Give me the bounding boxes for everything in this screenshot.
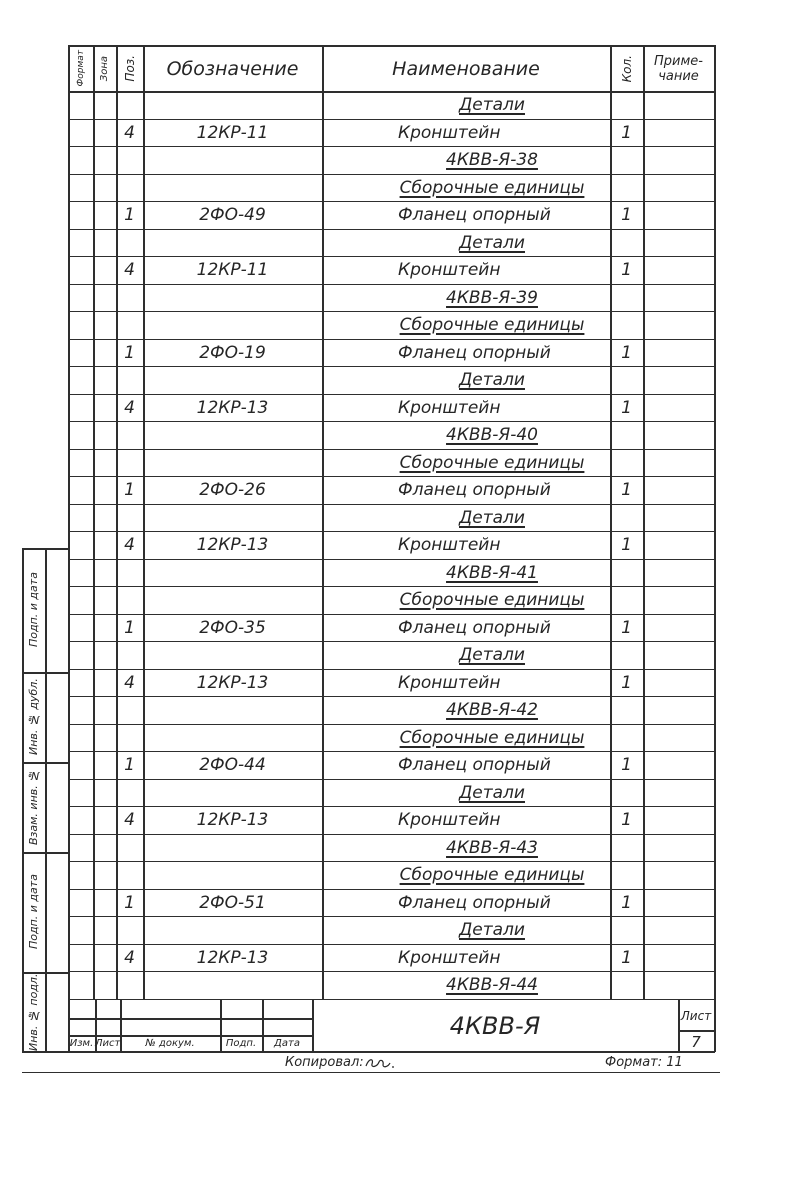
row-name: Фланец опорный: [398, 342, 551, 363]
row-name: Кронштейн: [398, 260, 501, 280]
row-qty: 1: [621, 617, 632, 638]
row-qty: 1: [621, 480, 632, 500]
row-designation: 12КР-13: [196, 535, 269, 555]
row-name: 4КВВ-Я-39: [446, 287, 538, 308]
row-designation: 2ФО-35: [199, 617, 266, 638]
spec-heading-row: [68, 92, 714, 120]
sheet-number: [678, 1031, 714, 1052]
row-name: Сборочные единицы: [399, 865, 585, 885]
title-block-col-signature: Подп.: [225, 1038, 257, 1049]
row-name: Кронштейн: [398, 672, 501, 693]
margin-label-signature-date-2: Подп. и дата: [27, 874, 40, 950]
spec-item-row: [68, 395, 714, 423]
spec-heading-row: [68, 505, 714, 533]
row-name: Сборочные единицы: [399, 177, 585, 198]
row-designation: 12КР-13: [196, 672, 269, 693]
spec-item-row: [68, 257, 714, 285]
row-name: Кронштейн: [398, 810, 501, 830]
row-name: Кронштейн: [398, 947, 501, 968]
row-name: 4КВВ-Я-43: [446, 837, 538, 858]
spec-item-row: [68, 202, 714, 230]
header-name-label: Наименование: [392, 57, 540, 80]
spec-item-row: [68, 752, 714, 780]
row-designation: 2ФО-49: [199, 205, 266, 225]
spec-heading-row: [68, 312, 714, 340]
row-pos: 4: [124, 397, 135, 418]
row-qty: 1: [621, 342, 632, 363]
row-pos: 4: [124, 810, 135, 830]
row-name: Сборочные единицы: [399, 452, 585, 473]
row-pos: 4: [124, 535, 135, 555]
row-designation: 2ФО-26: [199, 480, 266, 500]
spec-item-row: [68, 615, 714, 643]
row-pos: 1: [124, 892, 135, 913]
spec-heading-row: [68, 285, 714, 313]
row-pos: 1: [124, 342, 135, 363]
row-name: Детали: [459, 920, 525, 940]
row-qty: 1: [621, 672, 632, 693]
row-name: Фланец опорный: [398, 755, 551, 775]
margin-label-replaced-inv-no: Взам. инв. №: [27, 768, 40, 846]
spec-item-row: [68, 890, 714, 918]
row-designation: 2ФО-44: [199, 755, 266, 775]
sheet-label: [678, 1002, 714, 1030]
specification-table-body: [0, 92, 800, 1000]
spec-heading-row: [68, 587, 714, 615]
spec-heading-row: [68, 972, 714, 1000]
format-label: Формат:: [605, 1055, 663, 1070]
row-qty: 1: [621, 260, 632, 280]
row-pos: 1: [124, 480, 135, 500]
header-designation-label: Обозначение: [166, 57, 299, 80]
title-block-col-change: Изм.: [69, 1038, 94, 1049]
row-name: 4КВВ-Я-38: [446, 150, 538, 170]
header-name: [322, 45, 610, 92]
row-name: Фланец опорный: [398, 892, 551, 913]
row-qty: 1: [621, 810, 632, 830]
header-note-line2: чание: [658, 68, 699, 84]
margin-label-original-inv-no: Инв. № подл.: [27, 973, 40, 1051]
row-name: Детали: [459, 95, 525, 115]
spec-heading-row: [68, 367, 714, 395]
spec-heading-row: [68, 450, 714, 478]
row-designation: 2ФО-19: [199, 342, 266, 363]
row-designation: 12КР-13: [196, 810, 269, 830]
title-block-col-date: Дата: [274, 1038, 300, 1049]
row-name: 4КВВ-Я-42: [446, 700, 538, 720]
row-name: Детали: [459, 507, 525, 528]
header-note: [643, 45, 714, 92]
row-qty: 1: [621, 755, 632, 775]
row-name: Фланец опорный: [398, 617, 551, 638]
spec-heading-row: [68, 422, 714, 450]
title-block-col-sheet: Лист: [95, 1038, 121, 1049]
header-qty-label: Кол.: [619, 54, 634, 83]
row-name: 4КВВ-Я-44: [446, 975, 538, 995]
row-name: Кронштейн: [398, 122, 501, 143]
title-block-col-document-no: № докум.: [145, 1038, 195, 1049]
spec-heading-row: [68, 560, 714, 588]
spec-heading-row: [68, 642, 714, 670]
header-pos-label: Поз.: [122, 55, 137, 82]
row-designation: 12КР-13: [196, 947, 269, 968]
row-pos: 4: [124, 260, 135, 280]
row-designation: 12КР-11: [196, 260, 269, 280]
spec-heading-row: [68, 917, 714, 945]
row-qty: 1: [621, 535, 632, 555]
row-qty: 1: [621, 892, 632, 913]
footer-line: [22, 1072, 720, 1073]
format-value: 11: [666, 1055, 683, 1070]
row-pos: 4: [124, 672, 135, 693]
header-format-label: Формат: [75, 50, 86, 87]
row-pos: 1: [124, 617, 135, 638]
copied-by-label: Копировал:: [285, 1055, 364, 1070]
row-pos: 1: [124, 205, 135, 225]
margin-label-duplicate-inv-no: Инв. № дубл.: [27, 678, 40, 756]
spec-item-row: [68, 807, 714, 835]
header-zone-label: Зона: [99, 55, 110, 82]
header-qty: [610, 45, 643, 92]
row-qty: 1: [621, 205, 632, 225]
spec-item-row: [68, 340, 714, 368]
row-pos: 1: [124, 755, 135, 775]
header-zone: [93, 45, 116, 92]
document-designation: [312, 1000, 678, 1052]
spec-heading-row: [68, 862, 714, 890]
row-name: Сборочные единицы: [399, 727, 585, 748]
row-designation: 2ФО-51: [199, 892, 266, 913]
header-pos: [116, 45, 143, 92]
row-name: Фланец опорный: [398, 480, 551, 500]
spec-heading-row: [68, 147, 714, 175]
row-name: Фланец опорный: [398, 205, 551, 225]
spec-item-row: [68, 945, 714, 973]
spec-heading-row: [68, 697, 714, 725]
sheet-number-text: 7: [691, 1032, 701, 1051]
row-name: Детали: [459, 782, 525, 803]
spec-heading-row: [68, 780, 714, 808]
title-block-line: [68, 1018, 312, 1020]
row-qty: 1: [621, 397, 632, 418]
spec-item-row: [68, 477, 714, 505]
spec-heading-row: [68, 175, 714, 203]
spec-item-row: [68, 120, 714, 148]
spec-heading-row: [68, 230, 714, 258]
sheet-label-text: Лист: [680, 1009, 712, 1023]
row-designation: 12КР-13: [196, 397, 269, 418]
margin-label-signature-date: Подп. и дата: [27, 572, 40, 648]
header-note-line1: Приме-: [654, 53, 703, 69]
margin-strip-inner-border: [45, 548, 47, 1052]
row-name: Детали: [459, 645, 525, 665]
row-name: Детали: [459, 232, 525, 253]
header-designation: [143, 45, 322, 92]
row-qty: 1: [621, 947, 632, 968]
row-name: Кронштейн: [398, 535, 501, 555]
row-name: Детали: [459, 370, 525, 390]
format-info: [605, 1055, 683, 1071]
row-designation: 12КР-11: [196, 122, 269, 143]
spec-heading-row: [68, 835, 714, 863]
spec-item-row: [68, 670, 714, 698]
copier-signature: [362, 1055, 402, 1071]
row-pos: 4: [124, 122, 135, 143]
row-qty: 1: [621, 122, 632, 143]
row-name: Кронштейн: [398, 397, 501, 418]
header-format: [68, 45, 93, 92]
spec-heading-row: [68, 725, 714, 753]
spec-item-row: [68, 532, 714, 560]
document-designation-text: 4КВВ-Я: [449, 1012, 541, 1040]
row-pos: 4: [124, 947, 135, 968]
row-name: 4КВВ-Я-40: [446, 425, 538, 445]
row-name: 4КВВ-Я-41: [446, 562, 538, 583]
row-name: Сборочные единицы: [399, 315, 585, 335]
row-name: Сборочные единицы: [399, 590, 585, 610]
